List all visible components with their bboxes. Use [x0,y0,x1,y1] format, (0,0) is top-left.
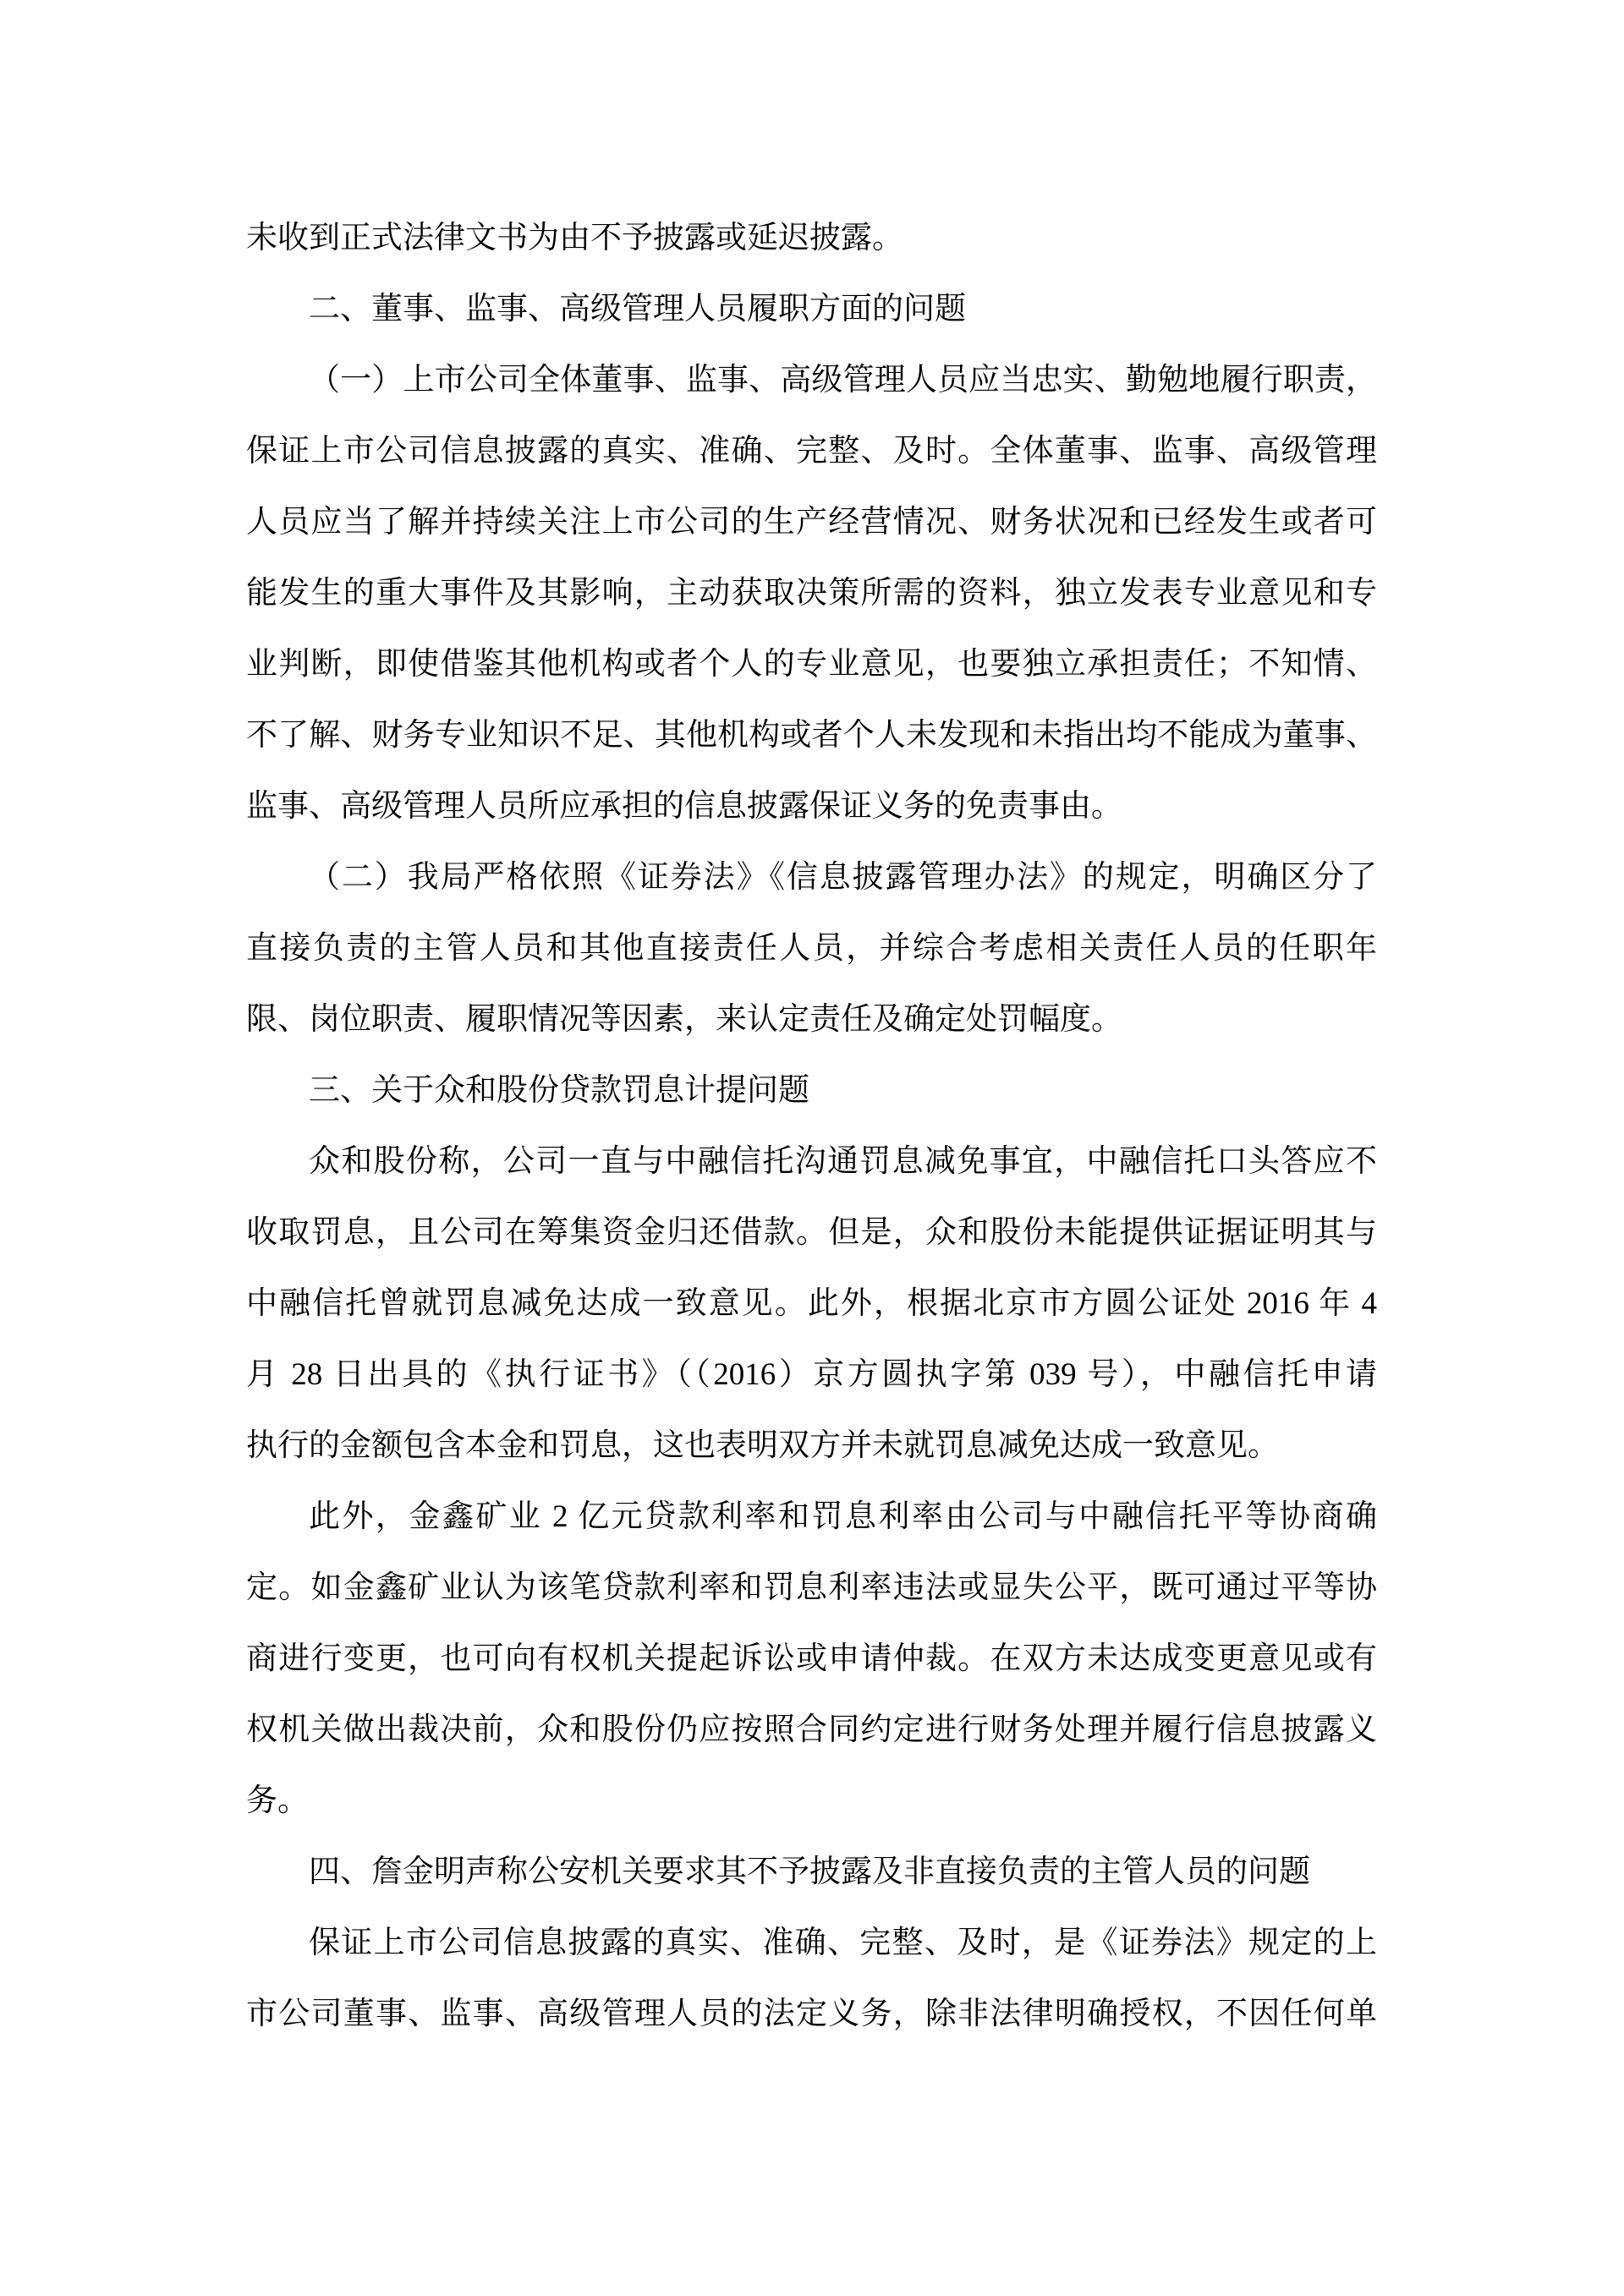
text-line-4: 保证上市公司信息披露的真实、准确、完整、及时。全体董事、监事、高级管理 [246,434,1377,469]
document-text [246,203,1377,2050]
text-line-11: 直接负责的主管人员和其他直接责任人员，并综合考虑相关责任人员的任职年 [246,931,1377,966]
text-line-15: 收取罚息，且公司在筹集资金归还借款。但是，众和股份未能提供证据证明其与 [246,1215,1377,1250]
text-line-21: 商进行变更，也可向有权机关提起诉讼或申请仲裁。在双方未达成变更意见或有 [246,1641,1377,1676]
text-line-8: 不了解、财务专业知识不足、其他机构或者个人未发现和未指出均不能成为董事、 [246,718,1377,753]
text-line-17: 月 28 日出具的《执行证书》（（2016）京方圆执字第 039 号），中融信托申请 [246,1357,1377,1392]
text-line-20: 定。如金鑫矿业认为该笔贷款利率和罚息利率违法或显失公平，既可通过平等协 [246,1570,1377,1605]
heading-line-13: 三、关于众和股份贷款罚息计提问题 [309,1073,809,1108]
text-line-22: 权机关做出裁决前，众和股份仍应按照合同约定进行财务处理并履行信息披露义 [246,1712,1377,1747]
text-line-25: 保证上市公司信息披露的真实、准确、完整、及时，是《证券法》规定的上 [309,1926,1377,1960]
text-line-12: 限、岗位职责、履职情况等因素，来认定责任及确定处罚幅度。 [246,1002,1122,1037]
text-line-23: 务。 [246,1784,309,1818]
heading-line-24: 四、詹金明声称公安机关要求其不予披露及非直接负责的主管人员的问题 [309,1855,1310,1889]
text-line-19: 此外，金鑫矿业 2 亿元贷款利率和罚息利率由公司与中融信托平等协商确 [309,1499,1377,1534]
text-line-3: （一）上市公司全体董事、监事、高级管理人员应当忠实、勤勉地履行职责， [309,363,1377,397]
text-line-14: 众和股份称，公司一直与中融信托沟通罚息减免事宜，中融信托口头答应不 [309,1144,1377,1179]
text-line-7: 业判断，即使借鉴其他机构或者个人的专业意见，也要独立承担责任；不知情、 [246,647,1377,682]
heading-line-2: 二、董事、监事、高级管理人员履职方面的问题 [309,292,966,326]
text-line-10: （二）我局严格依照《证券法》《信息披露管理办法》的规定，明确区分了 [309,860,1377,895]
text-line-18: 执行的金额包含本金和罚息，这也表明双方并未就罚息减免达成一致意见。 [246,1428,1279,1463]
text-line-9: 监事、高级管理人员所应承担的信息披露保证义务的免责事由。 [246,789,1122,824]
text-line-16: 中融信托曾就罚息减免达成一致意见。此外，根据北京市方圆公证处 2016 年 4 [246,1286,1377,1321]
text-line-5: 人员应当了解并持续关注上市公司的生产经营情况、财务状况和已经发生或者可 [246,505,1377,540]
text-line-1: 未收到正式法律文书为由不予披露或延迟披露。 [246,221,903,255]
text-line-26: 市公司董事、监事、高级管理人员的法定义务，除非法律明确授权，不因任何单 [246,1997,1377,2031]
text-line-6: 能发生的重大事件及其影响，主动获取决策所需的资料，独立发表专业意见和专 [246,576,1377,611]
